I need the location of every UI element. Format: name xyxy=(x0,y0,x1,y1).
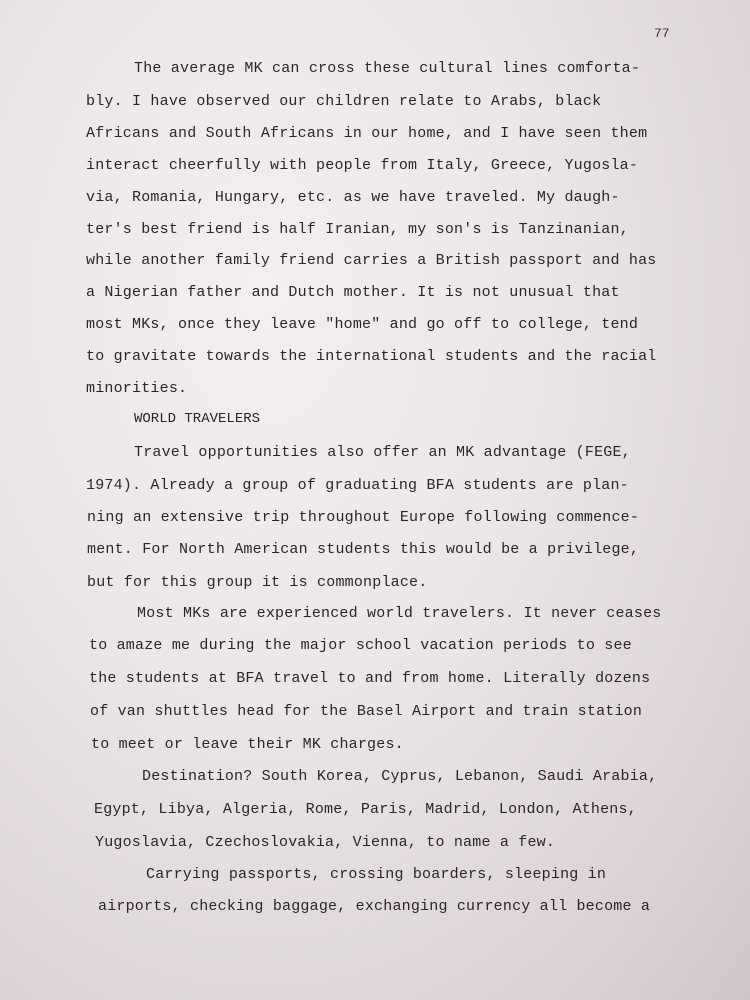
paragraph-2-line-3: ning an extensive trip throughout Europe following commence- xyxy=(87,509,640,526)
paragraph-1-line-2: bly. I have observed our children relate to Arabs, black xyxy=(86,93,602,110)
paragraph-3-line-5: to meet or leave their MK charges. xyxy=(91,736,404,753)
paragraph-2-line-1: Travel opportunities also offer an MK advantage (FEGE, xyxy=(134,444,631,461)
paragraph-5-line-2: airports, checking baggage, exchanging currency all become a xyxy=(98,898,651,915)
paragraph-2-line-4: ment. For North American students this would be a privilege, xyxy=(87,541,640,558)
paragraph-3-line-1: Most MKs are experienced world travelers. It never ceases xyxy=(137,605,662,622)
paragraph-1-line-7: while another family friend carries a British passport and has xyxy=(86,252,657,269)
paragraph-3-line-4: of van shuttles head for the Basel Airport and train station xyxy=(90,703,643,720)
paragraph-1-line-3: Africans and South Africans in our home, and I have seen them xyxy=(86,125,648,142)
paragraph-2-line-2: 1974). Already a group of graduating BFA students are plan- xyxy=(86,477,629,494)
paragraph-3-line-2: to amaze me during the major school vacation periods to see xyxy=(89,637,632,654)
paragraph-1-line-10: to gravitate towards the international students and the racial xyxy=(86,348,657,365)
paragraph-1-line-9: most MKs, once they leave "home" and go off to college, tend xyxy=(86,316,639,333)
paragraph-1-line-8: a Nigerian father and Dutch mother. It is not unusual that xyxy=(86,284,620,301)
paragraph-2-line-5: but for this group it is commonplace. xyxy=(87,574,428,591)
paragraph-3-line-3: the students at BFA travel to and from home. Literally dozens xyxy=(89,670,651,687)
paragraph-1-line-11: minorities. xyxy=(86,380,188,397)
paragraph-4-line-2: Egypt, Libya, Algeria, Rome, Paris, Madrid, London, Athens, xyxy=(94,801,637,818)
paragraph-4-line-3: Yugoslavia, Czechoslovakia, Vienna, to name a few. xyxy=(95,834,556,851)
paragraph-4-line-1: Destination? South Korea, Cyprus, Lebanon, Saudi Arabia, xyxy=(142,768,658,785)
paragraph-5-line-1: Carrying passports, crossing boarders, sleeping in xyxy=(146,866,607,883)
paragraph-1-line-6: ter's best friend is half Iranian, my son's is Tanzinanian, xyxy=(86,221,629,238)
paragraph-1-line-5: via, Romania, Hungary, etc. as we have traveled. My daugh- xyxy=(86,189,620,206)
page-number: 77 xyxy=(654,26,670,41)
section-heading: WORLD TRAVELERS xyxy=(134,411,261,427)
paragraph-1-line-4: interact cheerfully with people from Italy, Greece, Yugosla- xyxy=(86,157,639,174)
paragraph-1-line-1: The average MK can cross these cultural lines comforta- xyxy=(134,60,641,77)
